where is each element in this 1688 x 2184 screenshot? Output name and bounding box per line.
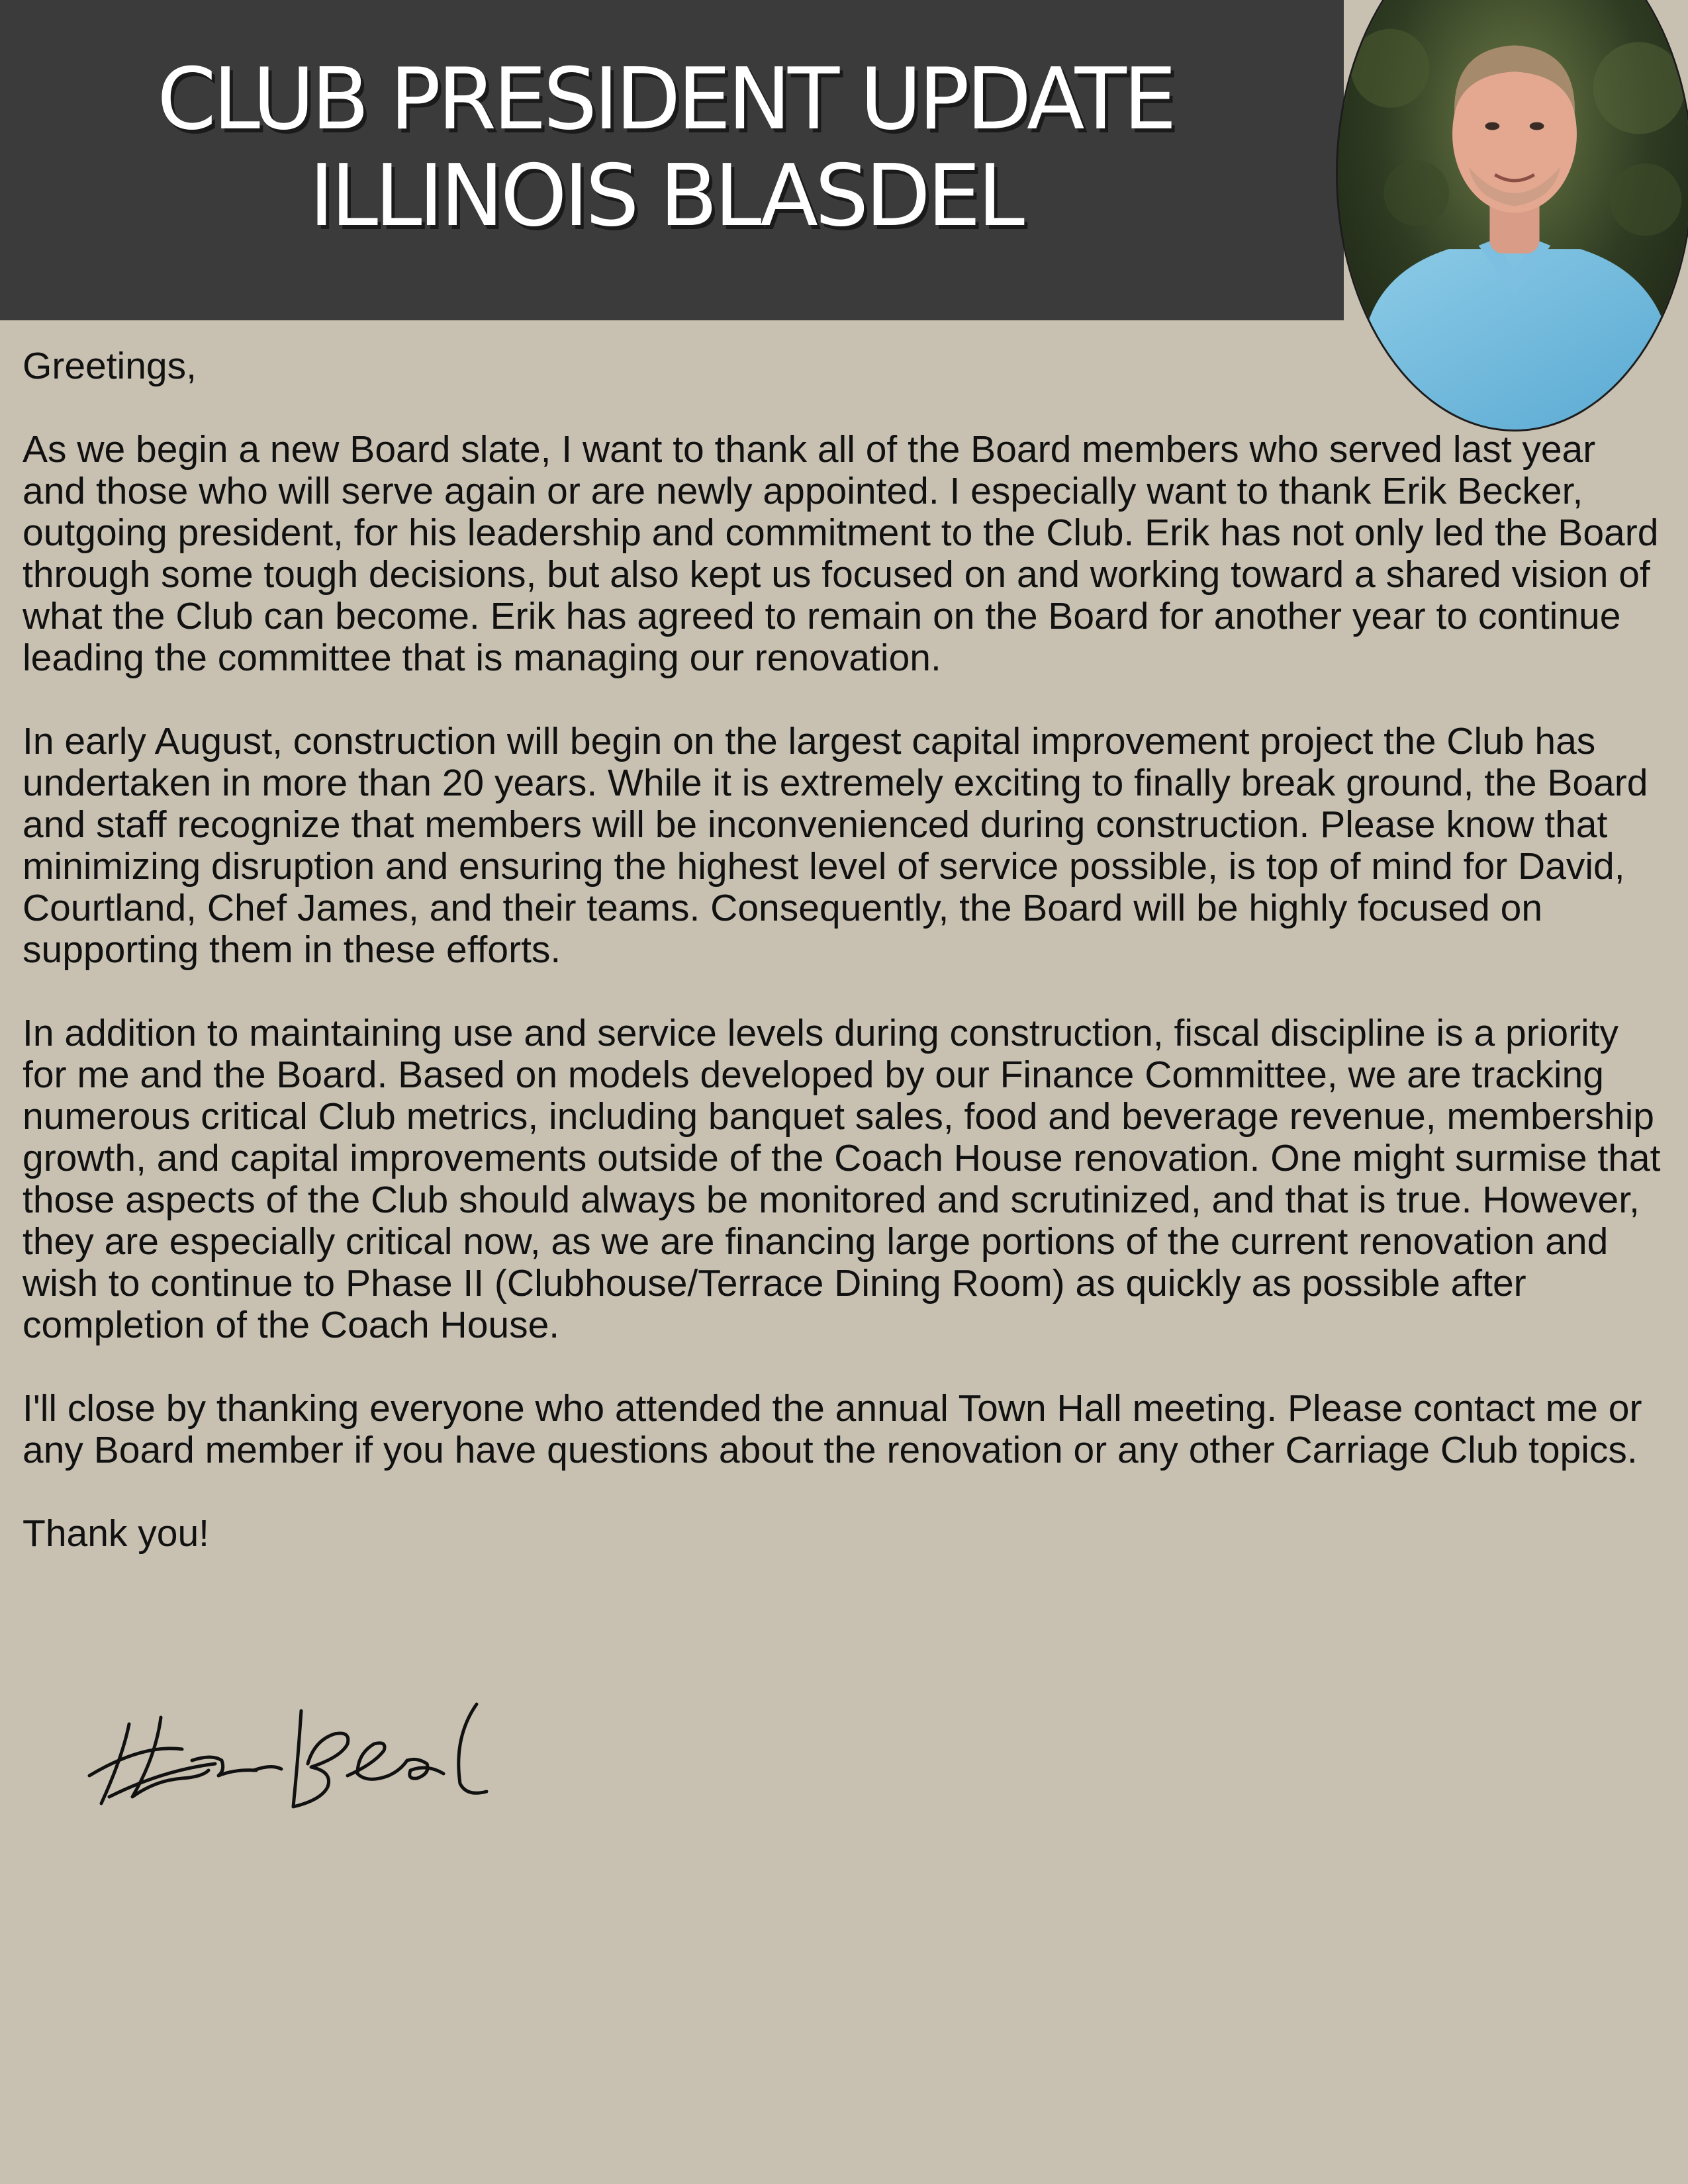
paragraph-2: In early August, construction will begin on the largest capital improvement project the Club has undertaken in more than 20 years. While it is extremely exciting to finally break ground, the Board and staff recognize that members will be inconvenienced during construction. Please know that minimizing disruption and ensuring the highest level of service possible, is top of mind for David, Courtland, Chef James, and their teams. Consequently, the Board will be highly focused on supporting them in these efforts.: [23, 720, 1648, 971]
paragraph-3: In addition to maintaining use and service levels during construction, fiscal discipline is a priority for me and the Board. Based on models developed by our Finance Committee, we are tracking numerous critical Club metrics, including banquet sales, food and beverage revenue, membership growth, and capital improvements outside of the Coach House renovation. One might surmise that those aspects of the Club should always be monitored and scrutinized, and that is true. However, they are especially critical now, as we are financing large portions of the current renovation and wish to continue to Phase II (Clubhouse/Terrace Dining Room) as quickly as possible after completion of the Coach House.: [23, 1012, 1661, 1346]
paragraph-4: I'll close by thanking everyone who attended the annual Town Hall meeting. Please contact me or any Board member if you have questions about the renovation or any other Carriage Club topics.: [23, 1387, 1642, 1471]
greeting: Greetings,: [23, 345, 197, 387]
paragraph-1: As we begin a new Board slate, I want to thank all of the Board members who served last year and those who will serve again or are newly appointed. I especially want to thank Erik Becker, outgoing president, for his leadership and commitment to the Club. Erik has not only led the Board through some tough decisions, but also kept us focused on and working toward a shared vision of what the Club can become. Erik has agreed to remain on the Board for another year to continue leading the committee that is managing our renovation.: [23, 428, 1659, 679]
letter-body: [23, 345, 1664, 1596]
title-line-1: CLUB PRESIDENT UPDATE: [157, 50, 1174, 149]
signature-icon: [83, 1698, 520, 1817]
page-title: [0, 52, 1331, 245]
closing: Thank you!: [23, 1512, 209, 1555]
title-line-2: ILLINOIS BLASDEL: [309, 147, 1021, 246]
